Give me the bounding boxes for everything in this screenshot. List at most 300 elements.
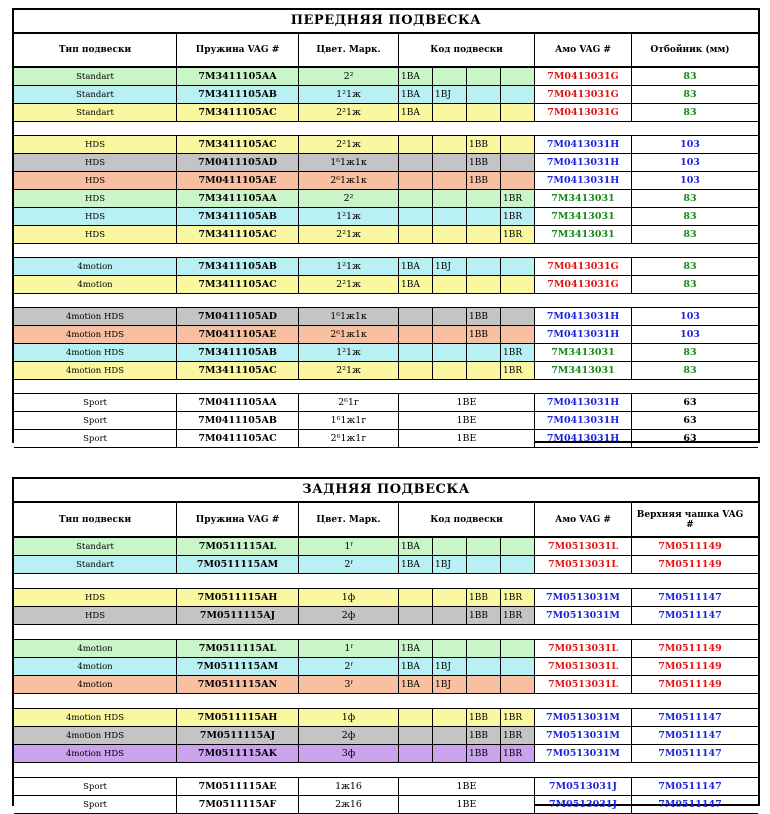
table-row — [14, 709, 758, 727]
suspension-code-cell: 1BR — [501, 362, 535, 379]
header-shock: Амо VAG # — [535, 503, 632, 536]
color-mark-cell: 1⁶1ж1к — [299, 308, 399, 325]
suspension-code-cell — [467, 676, 501, 693]
color-mark-cell: 1²1ж — [299, 344, 399, 361]
color-mark-cell: 2² — [299, 68, 399, 85]
table-row — [14, 778, 758, 796]
spring-part-cell: 7M3411105AC — [177, 362, 299, 379]
bumpstop-cell: 83 — [683, 229, 697, 240]
header-mark: Цвет. Марк. — [299, 34, 399, 66]
suspension-code-cell — [467, 658, 501, 675]
top-mount-cell: 7M0511147 — [658, 748, 722, 759]
table-row — [14, 172, 758, 190]
shock-part-cell: 7M0413031H — [535, 172, 632, 189]
shock-part-cell: 7M0413031H — [535, 412, 632, 429]
shock-part-cell: 7M0413031G — [535, 86, 632, 103]
group-spacer — [14, 694, 758, 709]
suspension-code-cell — [433, 154, 467, 171]
spring-part-cell: 7M0411105AC — [177, 430, 299, 447]
color-mark-cell: 2⁶1ж1к — [299, 326, 399, 343]
suspension-type-cell: Standart — [14, 104, 177, 121]
color-mark-cell: 1ᶠ — [299, 538, 399, 555]
suspension-type-cell: 4motion HDS — [14, 308, 177, 325]
spring-part-cell: 7M3411105AC — [177, 276, 299, 293]
suspension-type-cell: 4motion HDS — [14, 344, 177, 361]
spring-part-cell: 7M0411105AE — [177, 326, 299, 343]
suspension-code-cell — [467, 556, 501, 573]
suspension-code-cell: 1BE — [399, 430, 535, 447]
header-spring: Пружина VAG # — [177, 503, 299, 536]
suspension-code-cell — [399, 172, 433, 189]
shock-part-cell: 7M0413031H — [535, 154, 632, 171]
shock-part-cell: 7M0513031L — [535, 556, 632, 573]
color-mark-cell: 2²1ж — [299, 104, 399, 121]
bumpstop-cell: 83 — [683, 365, 697, 376]
table-row — [14, 208, 758, 226]
color-mark-cell: 3ᶠ — [299, 676, 399, 693]
suspension-code-cell — [467, 190, 501, 207]
top-mount-cell: 7M0511149 — [658, 679, 722, 690]
shock-part-cell: 7M0513031J — [535, 796, 632, 813]
suspension-code-cell — [433, 589, 467, 606]
suspension-type-cell: Standart — [14, 538, 177, 555]
suspension-code-cell: 1BR — [501, 208, 535, 225]
color-mark-cell: 2² — [299, 190, 399, 207]
table-row — [14, 394, 758, 412]
suspension-code-cell: 1BJ — [433, 86, 467, 103]
shock-part-cell: 7M0413031G — [535, 104, 632, 121]
suspension-code-cell — [433, 362, 467, 379]
shock-part-cell: 7M0513031M — [535, 727, 632, 744]
suspension-code-cell — [433, 208, 467, 225]
suspension-code-cell — [467, 208, 501, 225]
color-mark-cell: 1ᶠ — [299, 640, 399, 657]
color-mark-cell: 2ф — [299, 607, 399, 624]
suspension-code-cell — [467, 104, 501, 121]
shock-part-cell: 7M3413031 — [535, 208, 632, 225]
spring-part-cell: 7M3411105AB — [177, 344, 299, 361]
suspension-code-cell: 1BR — [501, 226, 535, 243]
color-mark-cell: 2⁶1ж1к — [299, 172, 399, 189]
suspension-code-cell — [433, 104, 467, 121]
top-mount-cell: 7M0511147 — [658, 610, 722, 621]
shock-part-cell: 7M0413031H — [535, 326, 632, 343]
suspension-code-cell — [501, 538, 535, 555]
suspension-code-cell — [433, 607, 467, 624]
suspension-type-cell: Sport — [14, 412, 177, 429]
top-mount-cell: 7M0511147 — [658, 781, 722, 792]
suspension-code-cell: 1BR — [501, 190, 535, 207]
suspension-code-cell: 1BR — [501, 745, 535, 762]
suspension-code-cell — [399, 308, 433, 325]
header-code: Код подвески — [399, 34, 535, 66]
shock-part-cell: 7M3413031 — [535, 226, 632, 243]
color-mark-cell: 3ф — [299, 745, 399, 762]
suspension-code-cell — [467, 276, 501, 293]
spring-part-cell: 7M0511115AL — [177, 640, 299, 657]
suspension-type-cell: 4motion — [14, 640, 177, 657]
color-mark-cell: 2⁶1ж1г — [299, 430, 399, 447]
spring-part-cell: 7M3411105AA — [177, 68, 299, 85]
suspension-type-cell: HDS — [14, 190, 177, 207]
header-spring: Пружина VAG # — [177, 34, 299, 66]
suspension-type-cell: HDS — [14, 172, 177, 189]
group-spacer — [14, 122, 758, 136]
color-mark-cell: 1ф — [299, 589, 399, 606]
suspension-code-cell — [399, 226, 433, 243]
group-spacer — [14, 763, 758, 778]
suspension-code-cell — [399, 208, 433, 225]
color-mark-cell: 2²1ж — [299, 276, 399, 293]
suspension-code-cell — [467, 362, 501, 379]
suspension-code-cell: 1BR — [501, 589, 535, 606]
bumpstop-cell: 103 — [680, 175, 700, 186]
suspension-code-cell: 1BB — [467, 589, 501, 606]
bumpstop-cell: 83 — [683, 347, 697, 358]
table-row — [14, 727, 758, 745]
suspension-type-cell: 4motion — [14, 676, 177, 693]
top-mount-cell: 7M0511149 — [658, 661, 722, 672]
suspension-code-cell: 1BA — [399, 258, 433, 275]
table-row — [14, 676, 758, 694]
suspension-code-cell — [501, 556, 535, 573]
top-mount-cell: 7M0511147 — [658, 730, 722, 741]
table-row — [14, 362, 758, 380]
suspension-code-cell: 1BB — [467, 326, 501, 343]
suspension-code-cell — [399, 190, 433, 207]
color-mark-cell: 1²1ж — [299, 86, 399, 103]
suspension-code-cell: 1BJ — [433, 258, 467, 275]
table-row — [14, 154, 758, 172]
suspension-code-cell — [501, 86, 535, 103]
suspension-code-cell: 1BR — [501, 709, 535, 726]
suspension-type-cell: Standart — [14, 86, 177, 103]
table-row — [14, 658, 758, 676]
suspension-code-cell: 1BB — [467, 154, 501, 171]
suspension-code-cell: 1BE — [399, 796, 535, 813]
group-spacer — [14, 294, 758, 308]
bumpstop-cell: 83 — [683, 193, 697, 204]
top-mount-cell: 7M0511149 — [658, 559, 722, 570]
table-row — [14, 556, 758, 574]
suspension-code-cell — [501, 326, 535, 343]
table-row — [14, 308, 758, 326]
spring-part-cell: 7M0411105AE — [177, 172, 299, 189]
bumpstop-cell: 103 — [680, 311, 700, 322]
suspension-code-cell: 1BR — [501, 727, 535, 744]
suspension-code-cell: 1BE — [399, 394, 535, 411]
spring-part-cell: 7M0411105AB — [177, 412, 299, 429]
suspension-code-cell: 1BE — [399, 412, 535, 429]
suspension-code-cell — [501, 658, 535, 675]
suspension-code-cell: 1BJ — [433, 556, 467, 573]
table-row — [14, 412, 758, 430]
color-mark-cell: 1ж16 — [299, 778, 399, 795]
suspension-code-cell: 1BB — [467, 308, 501, 325]
suspension-code-cell — [433, 172, 467, 189]
color-mark-cell: 1²1ж — [299, 258, 399, 275]
spring-part-cell: 7M0411105AD — [177, 154, 299, 171]
table-row — [14, 538, 758, 556]
suspension-code-cell — [467, 258, 501, 275]
shock-part-cell: 7M0513031L — [535, 676, 632, 693]
shock-part-cell: 7M0513031L — [535, 538, 632, 555]
color-mark-cell: 1²1ж — [299, 208, 399, 225]
suspension-type-cell: HDS — [14, 208, 177, 225]
suspension-type-cell: HDS — [14, 136, 177, 153]
suspension-code-cell — [433, 308, 467, 325]
header-code: Код подвески — [399, 503, 535, 536]
suspension-code-cell: 1BJ — [433, 658, 467, 675]
header-mark: Цвет. Марк. — [299, 503, 399, 536]
shock-part-cell: 7M3413031 — [535, 190, 632, 207]
shock-part-cell: 7M0513031M — [535, 607, 632, 624]
shock-part-cell: 7M0513031M — [535, 745, 632, 762]
suspension-code-cell — [433, 68, 467, 85]
suspension-type-cell: HDS — [14, 589, 177, 606]
suspension-code-cell — [433, 745, 467, 762]
shock-part-cell: 7M0413031G — [535, 276, 632, 293]
shock-part-cell: 7M0513031M — [535, 709, 632, 726]
color-mark-cell: 2ᶠ — [299, 658, 399, 675]
suspension-code-cell — [501, 640, 535, 657]
suspension-code-cell: 1BA — [399, 104, 433, 121]
suspension-type-cell: Sport — [14, 430, 177, 447]
suspension-type-cell: 4motion HDS — [14, 709, 177, 726]
group-spacer — [14, 244, 758, 258]
suspension-code-cell — [433, 538, 467, 555]
bumpstop-cell: 83 — [683, 71, 697, 82]
table-row — [14, 276, 758, 294]
spring-part-cell: 7M3411105AB — [177, 86, 299, 103]
top-mount-cell: 7M0511147 — [658, 712, 722, 723]
suspension-code-cell — [501, 136, 535, 153]
suspension-type-cell: 4motion — [14, 276, 177, 293]
group-spacer — [14, 625, 758, 640]
suspension-code-cell — [433, 727, 467, 744]
table-row — [14, 796, 758, 814]
suspension-code-cell: 1BB — [467, 136, 501, 153]
spring-part-cell: 7M0511115AJ — [177, 607, 299, 624]
suspension-code-cell — [433, 190, 467, 207]
suspension-code-cell — [399, 154, 433, 171]
suspension-type-cell: HDS — [14, 154, 177, 171]
table-row — [14, 589, 758, 607]
suspension-code-cell: 1BA — [399, 658, 433, 675]
suspension-code-cell — [501, 172, 535, 189]
spring-part-cell: 7M0411105AD — [177, 308, 299, 325]
color-mark-cell: 2ж16 — [299, 796, 399, 813]
suspension-code-cell — [399, 362, 433, 379]
suspension-code-cell — [467, 538, 501, 555]
spring-part-cell: 7M3411105AC — [177, 104, 299, 121]
group-spacer — [14, 574, 758, 589]
rear-table-title: ЗАДНЯЯ ПОДВЕСКА — [14, 479, 758, 503]
suspension-code-cell: 1BE — [399, 778, 535, 795]
shock-part-cell: 7M0413031H — [535, 430, 632, 447]
shock-part-cell: 7M0413031G — [535, 258, 632, 275]
header-type: Тип подвески — [14, 503, 177, 536]
top-mount-cell: 7M0511149 — [658, 541, 722, 552]
color-mark-cell: 1ф — [299, 709, 399, 726]
table-row — [14, 68, 758, 86]
color-mark-cell: 2⁶1г — [299, 394, 399, 411]
color-mark-cell: 1⁶1ж1к — [299, 154, 399, 171]
shock-part-cell: 7M3413031 — [535, 362, 632, 379]
color-mark-cell: 2²1ж — [299, 362, 399, 379]
table-row — [14, 136, 758, 154]
suspension-code-cell — [433, 344, 467, 361]
suspension-type-cell: 4motion HDS — [14, 326, 177, 343]
top-mount-cell: 7M0511149 — [658, 643, 722, 654]
suspension-code-cell — [399, 326, 433, 343]
suspension-code-cell: 1BA — [399, 556, 433, 573]
bumpstop-cell: 83 — [683, 211, 697, 222]
group-spacer — [14, 380, 758, 394]
suspension-code-cell: 1BB — [467, 727, 501, 744]
suspension-code-cell — [433, 136, 467, 153]
table-row — [14, 430, 758, 448]
shock-part-cell: 7M0413031G — [535, 68, 632, 85]
suspension-type-cell: HDS — [14, 607, 177, 624]
spring-part-cell: 7M0511115AE — [177, 778, 299, 795]
suspension-code-cell: 1BA — [399, 676, 433, 693]
suspension-code-cell: 1BA — [399, 276, 433, 293]
suspension-code-cell: 1BR — [501, 607, 535, 624]
bumpstop-cell: 103 — [680, 329, 700, 340]
suspension-type-cell: Sport — [14, 778, 177, 795]
header-type: Тип подвески — [14, 34, 177, 66]
suspension-code-cell: 1BR — [501, 344, 535, 361]
shock-part-cell: 7M0513031L — [535, 640, 632, 657]
suspension-code-cell — [501, 258, 535, 275]
spring-part-cell: 7M3411105AB — [177, 258, 299, 275]
shock-part-cell: 7M3413031 — [535, 344, 632, 361]
bumpstop-cell: 63 — [683, 433, 697, 444]
suspension-code-cell — [501, 276, 535, 293]
suspension-type-cell: 4motion HDS — [14, 362, 177, 379]
rear-table-body — [14, 538, 758, 814]
suspension-type-cell: 4motion HDS — [14, 727, 177, 744]
suspension-code-cell — [501, 68, 535, 85]
table-row — [14, 104, 758, 122]
suspension-code-cell — [399, 589, 433, 606]
suspension-code-cell: 1BB — [467, 172, 501, 189]
suspension-code-cell — [399, 709, 433, 726]
spring-part-cell: 7M0511115AH — [177, 589, 299, 606]
bumpstop-cell: 63 — [683, 415, 697, 426]
table-row — [14, 607, 758, 625]
rear-suspension-table — [12, 477, 760, 810]
header-bumpstop: Отбойник (мм) — [650, 45, 730, 55]
table-row — [14, 86, 758, 104]
suspension-type-cell: 4motion HDS — [14, 745, 177, 762]
suspension-code-cell — [467, 344, 501, 361]
suspension-type-cell: Standart — [14, 68, 177, 85]
shock-part-cell: 7M0513031M — [535, 589, 632, 606]
color-mark-cell: 2²1ж — [299, 226, 399, 243]
suspension-code-cell: 1BB — [467, 607, 501, 624]
spring-part-cell: 7M0511115AH — [177, 709, 299, 726]
shock-part-cell: 7M0413031H — [535, 136, 632, 153]
spring-part-cell: 7M3411105AC — [177, 136, 299, 153]
suspension-type-cell: Standart — [14, 556, 177, 573]
table-row — [14, 226, 758, 244]
bumpstop-cell: 103 — [680, 157, 700, 168]
color-mark-cell: 2ᶠ — [299, 556, 399, 573]
suspension-code-cell — [433, 326, 467, 343]
suspension-type-cell: Sport — [14, 394, 177, 411]
spring-part-cell: 7M0511115AM — [177, 556, 299, 573]
suspension-code-cell — [399, 727, 433, 744]
suspension-type-cell: 4motion — [14, 658, 177, 675]
color-mark-cell: 1⁶1ж1г — [299, 412, 399, 429]
suspension-code-cell — [467, 640, 501, 657]
suspension-code-cell — [433, 276, 467, 293]
suspension-code-cell — [399, 745, 433, 762]
suspension-code-cell: 1BJ — [433, 676, 467, 693]
front-table-header — [14, 34, 758, 68]
suspension-type-cell: 4motion — [14, 258, 177, 275]
suspension-code-cell: 1BA — [399, 68, 433, 85]
bumpstop-cell: 103 — [680, 139, 700, 150]
front-table-body — [14, 68, 758, 448]
table-row — [14, 344, 758, 362]
header-top-mount: Верхняя чашка VAG # — [636, 509, 744, 530]
suspension-code-cell — [501, 154, 535, 171]
spring-part-cell: 7M3411105AB — [177, 208, 299, 225]
top-mount-cell: 7M0511147 — [658, 799, 722, 810]
table-row — [14, 258, 758, 276]
table-row — [14, 326, 758, 344]
top-mount-cell: 7M0511147 — [658, 592, 722, 603]
suspension-type-cell: Sport — [14, 796, 177, 813]
suspension-code-cell — [433, 640, 467, 657]
shock-part-cell: 7M0413031H — [535, 308, 632, 325]
table-row — [14, 640, 758, 658]
spring-part-cell: 7M0511115AN — [177, 676, 299, 693]
shock-part-cell: 7M0513031J — [535, 778, 632, 795]
bumpstop-cell: 83 — [683, 261, 697, 272]
spring-part-cell: 7M0511115AJ — [177, 727, 299, 744]
suspension-code-cell — [399, 344, 433, 361]
suspension-code-cell — [467, 226, 501, 243]
bumpstop-cell: 83 — [683, 279, 697, 290]
suspension-code-cell: 1BA — [399, 640, 433, 657]
suspension-code-cell — [501, 676, 535, 693]
table-row — [14, 190, 758, 208]
suspension-code-cell — [467, 86, 501, 103]
bumpstop-cell: 83 — [683, 89, 697, 100]
suspension-code-cell — [433, 226, 467, 243]
suspension-code-cell — [501, 308, 535, 325]
suspension-code-cell: 1BB — [467, 709, 501, 726]
bumpstop-cell: 63 — [683, 397, 697, 408]
front-table-title: ПЕРЕДНЯЯ ПОДВЕСКА — [14, 10, 758, 34]
bumpstop-cell: 83 — [683, 107, 697, 118]
suspension-code-cell: 1BB — [467, 745, 501, 762]
suspension-code-cell: 1BA — [399, 538, 433, 555]
suspension-code-cell — [433, 709, 467, 726]
spring-part-cell: 7M0411105AA — [177, 394, 299, 411]
rear-table-header — [14, 503, 758, 538]
suspension-type-cell: HDS — [14, 226, 177, 243]
spring-part-cell: 7M0511115AM — [177, 658, 299, 675]
spring-part-cell: 7M0511115AF — [177, 796, 299, 813]
suspension-code-cell — [467, 68, 501, 85]
spring-part-cell: 7M0511115AK — [177, 745, 299, 762]
color-mark-cell: 2ф — [299, 727, 399, 744]
